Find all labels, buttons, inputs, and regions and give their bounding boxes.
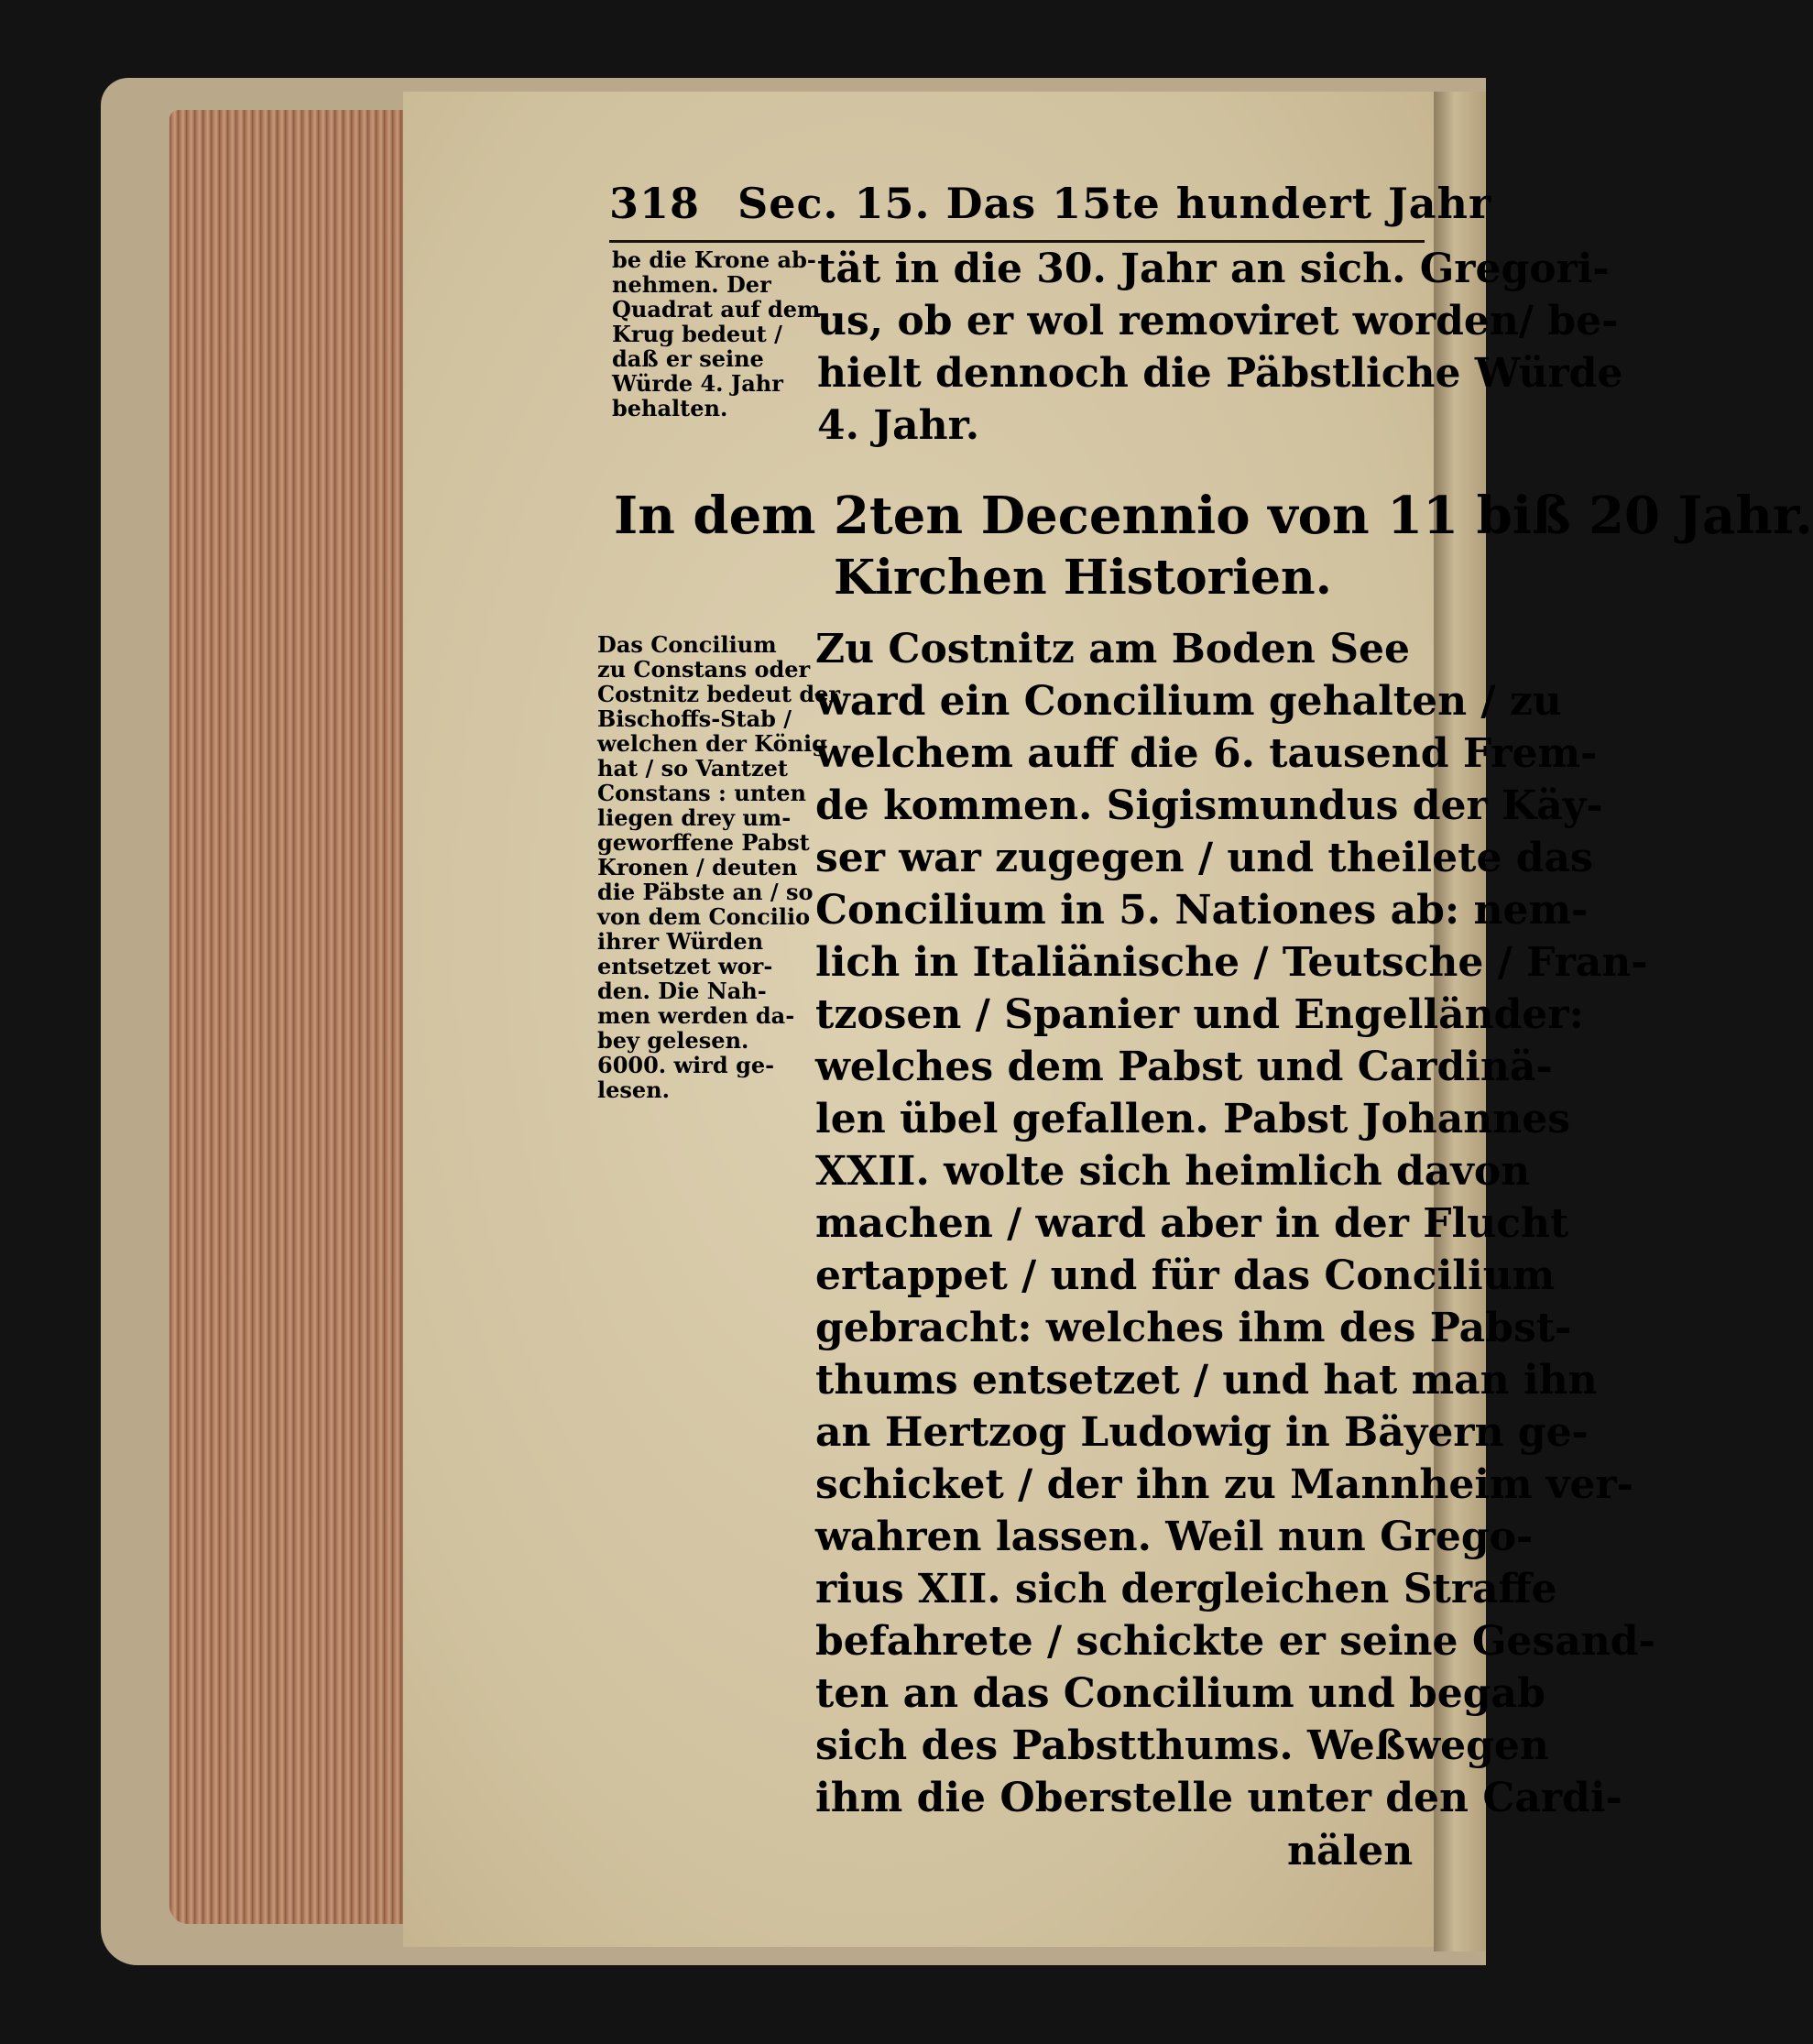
margin-note-line: ihrer Würden: [597, 928, 764, 955]
margin-note-line: 6000. wird ge-: [597, 1052, 775, 1078]
margin-note-line: Costnitz bedeut der: [597, 681, 841, 707]
margin-note-1: [612, 247, 820, 421]
margin-note-line: hat / so Vantzet: [597, 755, 788, 782]
margin-note-line: welchen der König: [597, 730, 827, 757]
text-line: lich in Italiänische / Teutsche / Fran-: [815, 939, 1648, 986]
text-line: ihm die Oberstelle unter den Cardi-: [815, 1775, 1622, 1821]
margin-note-line: entsetzet wor-: [597, 953, 773, 979]
text-line: de kommen. Sigismundus der Käy-: [815, 782, 1603, 829]
text-line: thums entsetzet / und hat man ihn: [815, 1357, 1598, 1404]
margin-note-line: daß er seine: [612, 345, 764, 372]
section-heading: In dem 2ten Decennio von 11 biß 20 Jahr.: [614, 486, 1813, 546]
text-line: 4. Jahr.: [817, 402, 980, 449]
margin-note-line: von dem Concilio: [597, 903, 811, 930]
margin-note-line: Bischoffs-Stab /: [597, 705, 792, 732]
text-line: Zu Costnitz am Boden See: [815, 626, 1410, 672]
running-header: [609, 179, 1492, 243]
margin-note-line: den. Die Nah-: [597, 978, 767, 1004]
text-line: schicket / der ihn zu Mannheim ver-: [815, 1461, 1633, 1508]
text-line: an Hertzog Ludowig in Bäyern ge-: [815, 1409, 1589, 1456]
margin-note-line: die Päbste an / so: [597, 879, 814, 905]
page-edges: [169, 110, 426, 1924]
running-title: Sec. 15. Das 15te hundert Jahr: [737, 179, 1492, 228]
page-number: 318: [609, 179, 701, 228]
text-line: ser war zugegen / und theilete das: [815, 835, 1593, 881]
text-line: tät in die 30. Jahr an sich. Gregori-: [817, 246, 1610, 292]
text-line: tzosen / Spanier und Engelländer:: [815, 991, 1584, 1038]
text-block-2: [815, 623, 1655, 1824]
margin-note-line: Das Concilium: [597, 631, 777, 658]
margin-note-line: geworffene Pabst: [597, 829, 810, 856]
margin-note-line: bey gelesen.: [597, 1027, 749, 1054]
margin-note-line: zu Constans oder: [597, 656, 811, 683]
text-line: ward ein Concilium gehalten / zu: [815, 678, 1562, 725]
text-line: machen / ward aber in der Flucht: [815, 1200, 1569, 1247]
text-line: gebracht: welches ihm des Pabst-: [815, 1305, 1572, 1351]
margin-note-line: be die Krone ab-: [612, 246, 816, 273]
text-line: befahrete / schickte er seine Gesand-: [815, 1618, 1655, 1665]
text-line: welches dem Pabst und Cardinä-: [815, 1044, 1553, 1090]
margin-note-line: lesen.: [597, 1077, 670, 1103]
catchword: nälen: [1287, 1828, 1414, 1875]
text-line: sich des Pabstthums. Weßwegen: [815, 1722, 1549, 1769]
margin-note-line: behalten.: [612, 395, 728, 421]
margin-note-line: Würde 4. Jahr: [612, 370, 783, 397]
text-block-1: [817, 243, 1622, 452]
margin-note-line: Kronen / deuten: [597, 854, 798, 880]
margin-note-line: Krug bedeut /: [612, 321, 782, 347]
margin-note-line: Quadrat auf dem: [612, 296, 821, 322]
margin-note-line: liegen drey um-: [597, 804, 792, 831]
text-line: wahren lassen. Weil nun Grego-: [815, 1514, 1534, 1560]
margin-note-2: [597, 632, 840, 1102]
text-line: rius XII. sich dergleichen Straffe: [815, 1566, 1557, 1612]
text-line: XXII. wolte sich heimlich davon: [815, 1148, 1531, 1195]
text-line: Concilium in 5. Nationes ab: nem-: [815, 887, 1589, 934]
text-line: ten an das Concilium und begab: [815, 1670, 1545, 1717]
text-line: welchem auff die 6. tausend Frem-: [815, 730, 1598, 777]
text-line: us, ob er wol removiret worden/ be-: [817, 298, 1619, 344]
text-line: ertappet / und für das Concilium: [815, 1252, 1556, 1299]
margin-note-line: men werden da-: [597, 1002, 795, 1029]
margin-note-line: nehmen. Der: [612, 271, 771, 298]
section-subheading: Kirchen Historien.: [834, 550, 1332, 606]
text-line: hielt dennoch die Päbstliche Würde: [817, 350, 1623, 397]
text-line: len übel gefallen. Pabst Johannes: [815, 1096, 1571, 1142]
margin-note-line: Constans : unten: [597, 780, 806, 806]
